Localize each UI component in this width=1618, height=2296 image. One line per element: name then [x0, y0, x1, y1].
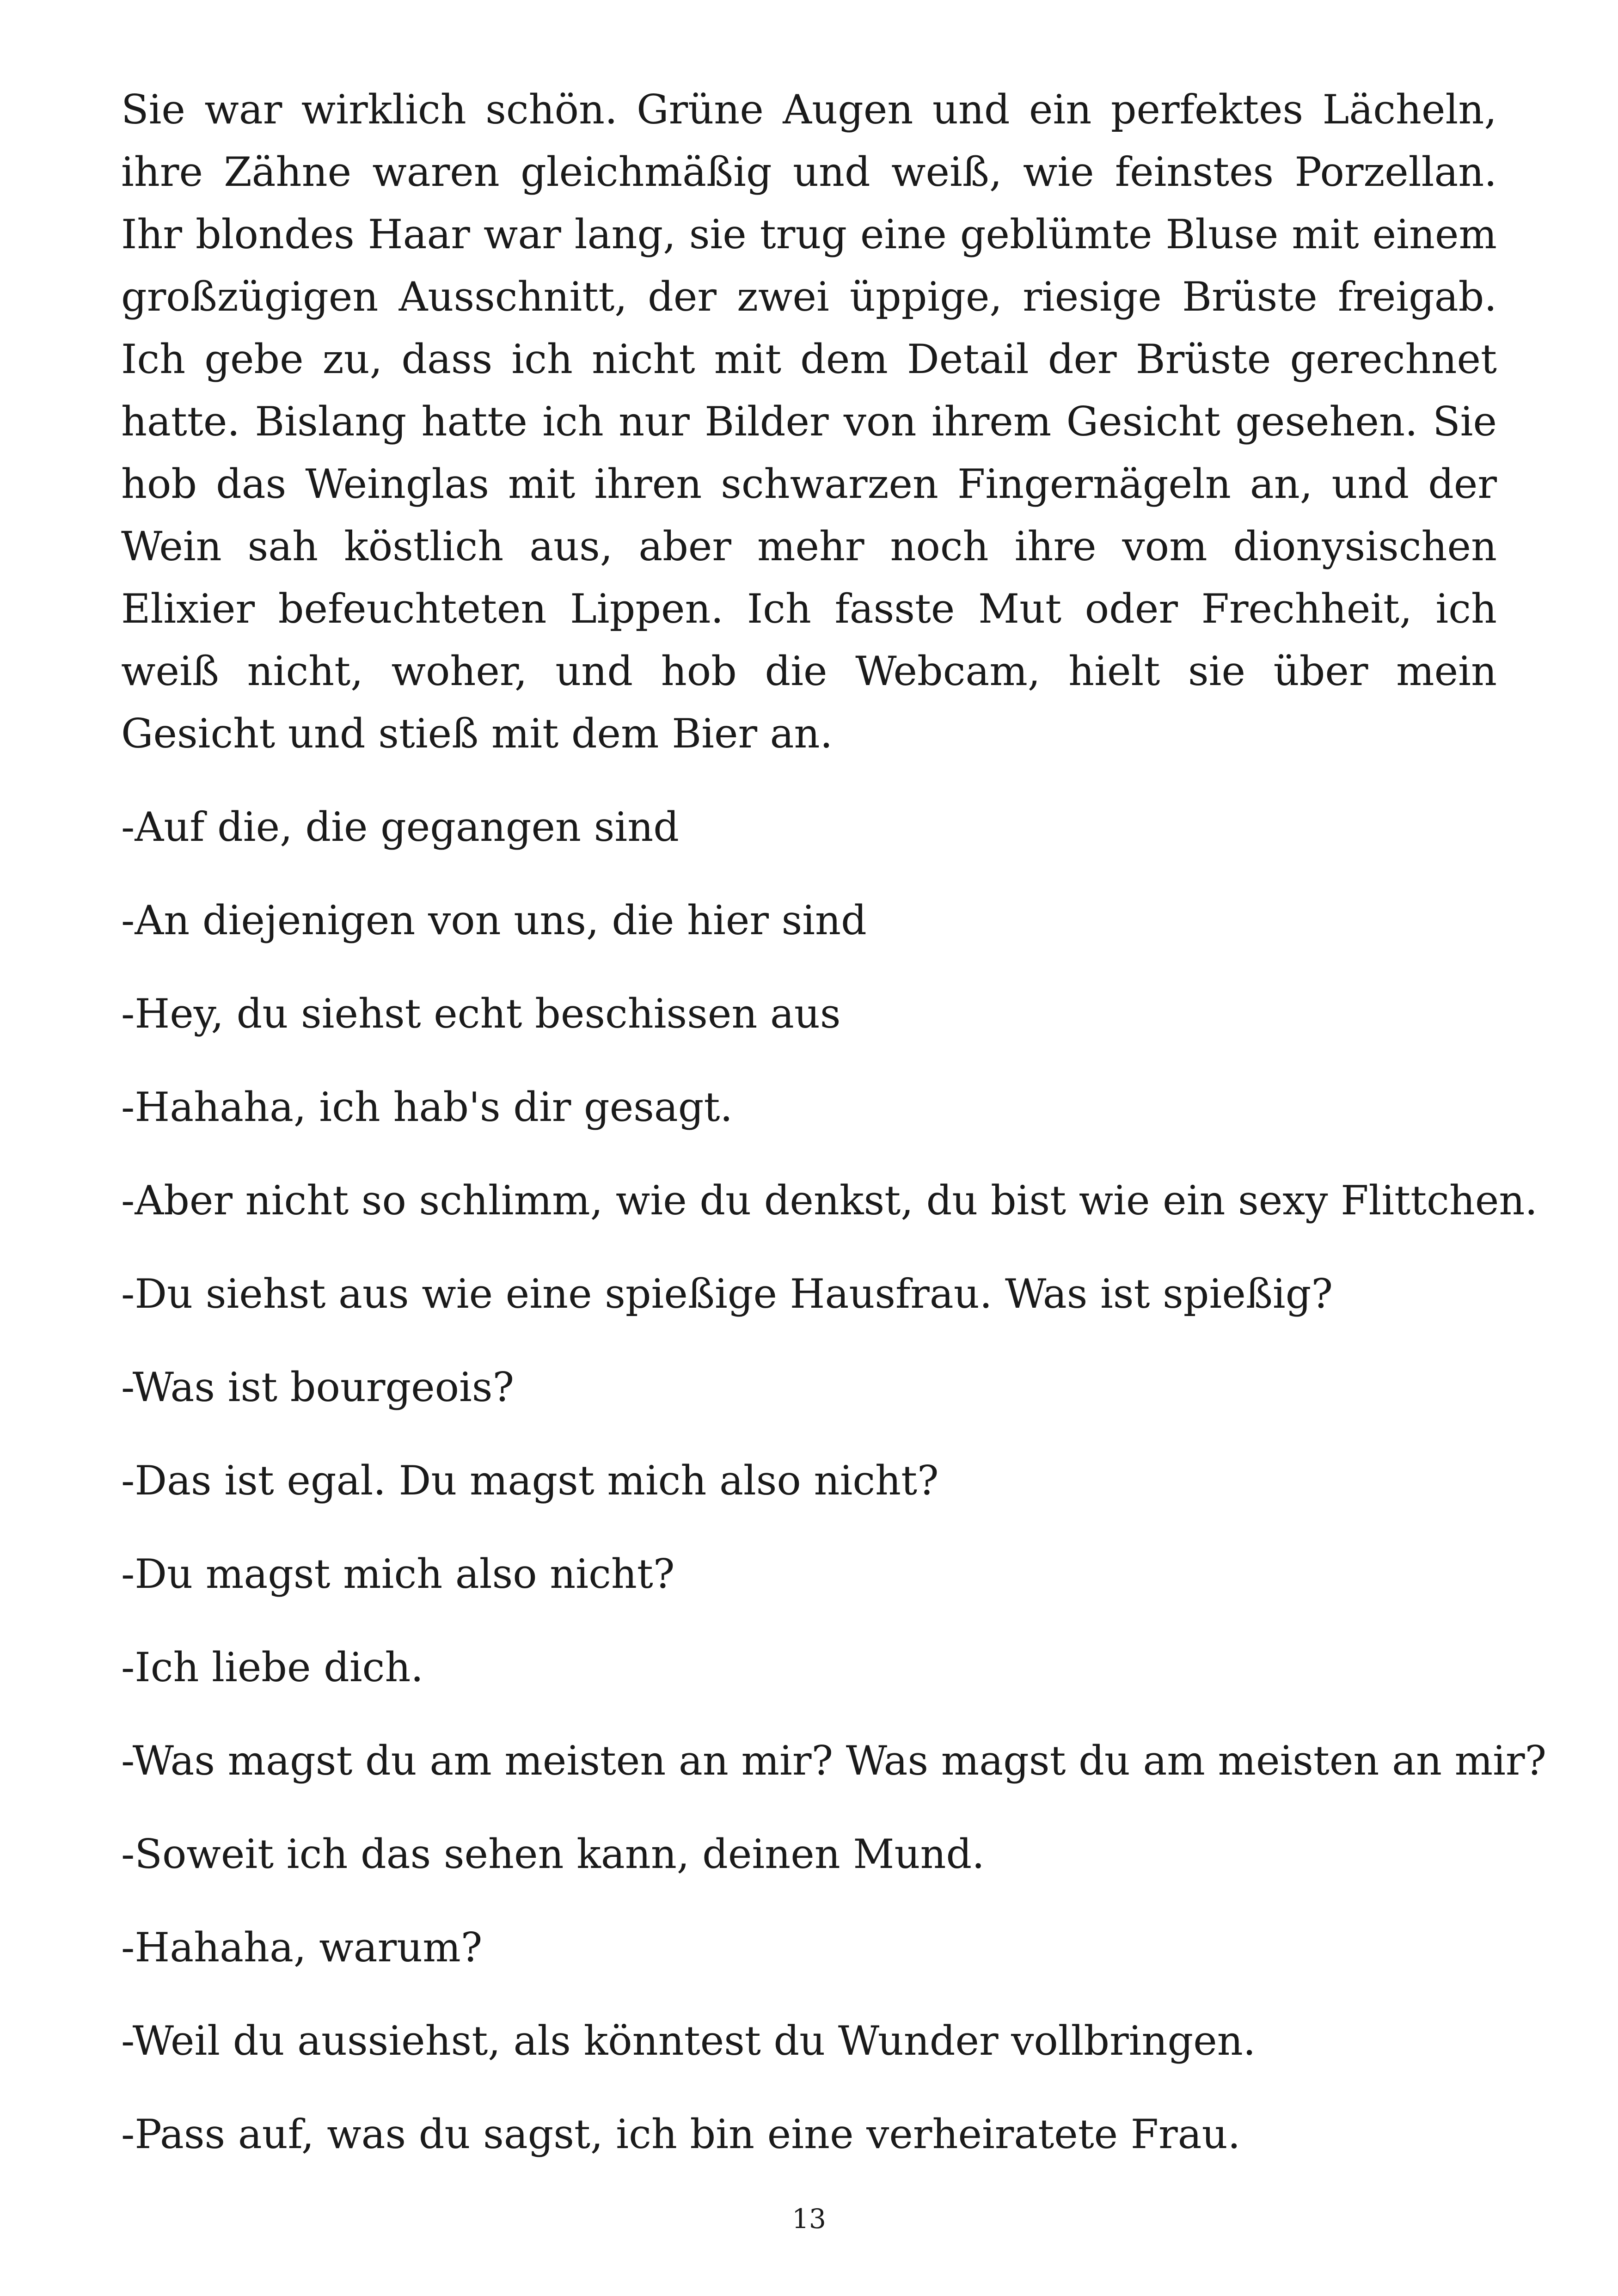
dialogue-line: -Hahaha, ich hab's dir gesagt. [121, 1084, 733, 1131]
dialogue-line: -Hahaha, warum? [121, 1924, 483, 1971]
dialogue-line: -Ich liebe dich. [121, 1644, 424, 1691]
page-number: 13 [792, 2203, 826, 2235]
dialogue-line: -Aber nicht so schlimm, wie du denkst, du bist wie ein sexy Flittchen. [121, 1177, 1538, 1224]
dialogue-line: -Was magst du am meisten an mir? Was magst du am meisten an mir? [121, 1737, 1547, 1784]
dialogue-line: -Du magst mich also nicht? [121, 1550, 675, 1598]
dialogue-line: -Soweit ich das sehen kann, deinen Mund. [121, 1831, 985, 1878]
dialogue-line: -Hey, du siehst echt beschissen aus [121, 990, 841, 1037]
dialogue-line: -Auf die, die gegangen sind [121, 803, 679, 851]
dialogue-line: -An diejenigen von uns, die hier sind [121, 897, 867, 944]
dialogue-line: -Weil du aussiehst, als könntest du Wunder vollbringen. [121, 2017, 1256, 2064]
page-body [121, 79, 1547, 2197]
dialogue-list [121, 796, 1547, 2166]
dialogue-line: -Was ist bourgeois? [121, 1364, 515, 1411]
dialogue-line: -Das ist egal. Du magst mich also nicht? [121, 1457, 939, 1504]
dialogue-line: -Pass auf, was du sagst, ich bin eine verheiratete Frau. [121, 2111, 1241, 2158]
dialogue-line: -Du siehst aus wie eine spießige Hausfrau. Was ist spießig? [121, 1270, 1333, 1317]
narrative-paragraph: Sie war wirklich schön. Grüne Augen und ein perfektes Lächeln, ihre Zähne waren gleichmäßig und weiß, wie feinstes Porzellan. Ihr blondes Haar war lang, sie trug eine geblümte Bluse mit einem großzügigen Ausschnitt, der zwei üppige, riesige Brüste freigab. Ich gebe zu, dass ich nicht mit dem Detail der Brüste gerechnet hatte. Bislang hatte ich nur Bilder von ihrem Gesicht gesehen. Sie hob das Weinglas mit ihren schwarzen Fingernägeln an, und der Wein sah köstlich aus, aber mehr noch ihre vom dionysischen Elixier befeuchteten Lippen. Ich fasste Mut oder Frechheit, ich weiß nicht, woher, und hob die Webcam, hielt sie über mein Gesicht und stieß mit dem Bier an. [121, 86, 1497, 757]
